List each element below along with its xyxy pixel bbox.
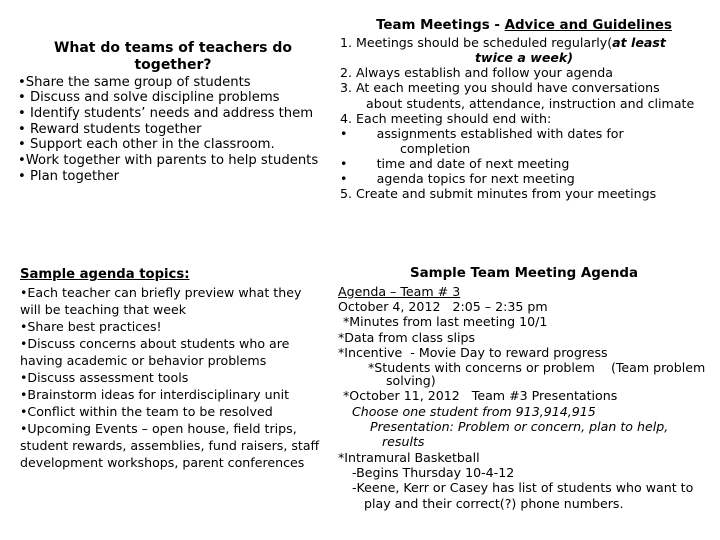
guideline-sub-bullet-1-cont: completion bbox=[400, 140, 471, 156]
list-item: •Each teacher can briefly preview what they will be teaching that week bbox=[20, 284, 302, 317]
basketball-line: -Begins Thursday 10-4-12 bbox=[352, 465, 515, 481]
agenda-title: Agenda – Team # 3 bbox=[338, 283, 461, 299]
agenda-line: *Students with concerns or problem (Team problem solving) bbox=[368, 359, 710, 389]
basketball-heading: *Intramural Basketball bbox=[338, 449, 480, 465]
guideline-sub-bullet-2: • time and date of next meeting bbox=[340, 155, 570, 171]
guideline-item-1 bbox=[340, 35, 708, 50]
guideline-item-1-emphasis: at least bbox=[612, 35, 666, 51]
top-right-section bbox=[340, 18, 708, 201]
guideline-item-3: 3. At each meeting you should have conversations bbox=[340, 80, 660, 96]
agenda-italic-line: Presentation: Problem or concern, plan to help, results bbox=[370, 418, 673, 450]
bottom-left-heading: Sample agenda topics: bbox=[20, 267, 190, 282]
top-left-bullet-list bbox=[18, 75, 328, 185]
list-item: •Upcoming Events – open house, field trips, student rewards, assemblies, fund raisers, staff development workshops, parent conferences bbox=[20, 420, 320, 470]
bottom-left-heading-wrap bbox=[20, 266, 320, 284]
agenda-line: *October 11, 2012 Team #3 Presentations bbox=[343, 388, 618, 404]
top-left-heading: What do teams of teachers do together? bbox=[53, 40, 293, 73]
list-item: •Share best practices! bbox=[20, 318, 162, 334]
agenda-title-wrap bbox=[338, 284, 710, 299]
guideline-sub-bullet-3: • agenda topics for next meeting bbox=[340, 171, 575, 187]
heading-prefix-text: Team Meetings - bbox=[376, 18, 505, 33]
agenda-date-time: October 4, 2012 2:05 – 2:35 pm bbox=[338, 299, 548, 315]
bottom-right-heading: Sample Team Meeting Agenda bbox=[409, 266, 639, 281]
heading-underlined-text: Advice and Guidelines bbox=[504, 18, 672, 33]
guideline-sub-bullet-1: • assignments established with dates for bbox=[340, 125, 624, 141]
top-right-heading bbox=[340, 18, 708, 34]
guideline-item-2: 2. Always establish and follow your agenda bbox=[340, 65, 613, 81]
guideline-item-1-text: 1. Meetings should be scheduled regularly( bbox=[340, 35, 613, 51]
list-item: •Discuss assessment tools bbox=[20, 369, 189, 385]
agenda-italic-line: Choose one student from 913,914,915 bbox=[352, 403, 596, 419]
list-item: • Support each other in the classroom. bbox=[18, 137, 275, 153]
list-item: •Work together with parents to help students bbox=[18, 153, 319, 169]
guideline-item-4: 4. Each meeting should end with: bbox=[340, 110, 552, 126]
top-left-section bbox=[18, 40, 328, 185]
basketball-line: -Keene, Kerr or Casey has list of students who want to play and their correct(?) phone numbers. bbox=[352, 480, 698, 511]
guideline-item-1-emphasis-cont: twice a week) bbox=[474, 50, 574, 66]
list-item: • Discuss and solve discipline problems bbox=[18, 90, 280, 106]
list-item: • Reward students together bbox=[18, 121, 202, 137]
bottom-left-section bbox=[20, 266, 320, 471]
agenda-line: *Data from class slips bbox=[338, 329, 476, 345]
list-item: • Identify students’ needs and address them bbox=[18, 106, 314, 121]
agenda-line: *Minutes from last meeting 10/1 bbox=[343, 314, 548, 330]
sample-agenda-topics-list bbox=[20, 284, 320, 471]
list-item: •Brainstorm ideas for interdisciplinary unit bbox=[20, 386, 290, 402]
guideline-item-3-cont: about students, attendance, instruction and climate bbox=[366, 95, 695, 111]
agenda-line: *Incentive - Movie Day to reward progress bbox=[338, 345, 608, 361]
list-item: •Conflict within the team to be resolved bbox=[20, 403, 273, 419]
guideline-item-5: 5. Create and submit minutes from your meetings bbox=[340, 186, 657, 202]
list-item: •Share the same group of students bbox=[18, 74, 251, 90]
list-item: • Plan together bbox=[18, 168, 120, 184]
list-item: •Discuss concerns about students who are having academic or behavior problems bbox=[20, 335, 290, 368]
bottom-right-section bbox=[338, 266, 710, 511]
